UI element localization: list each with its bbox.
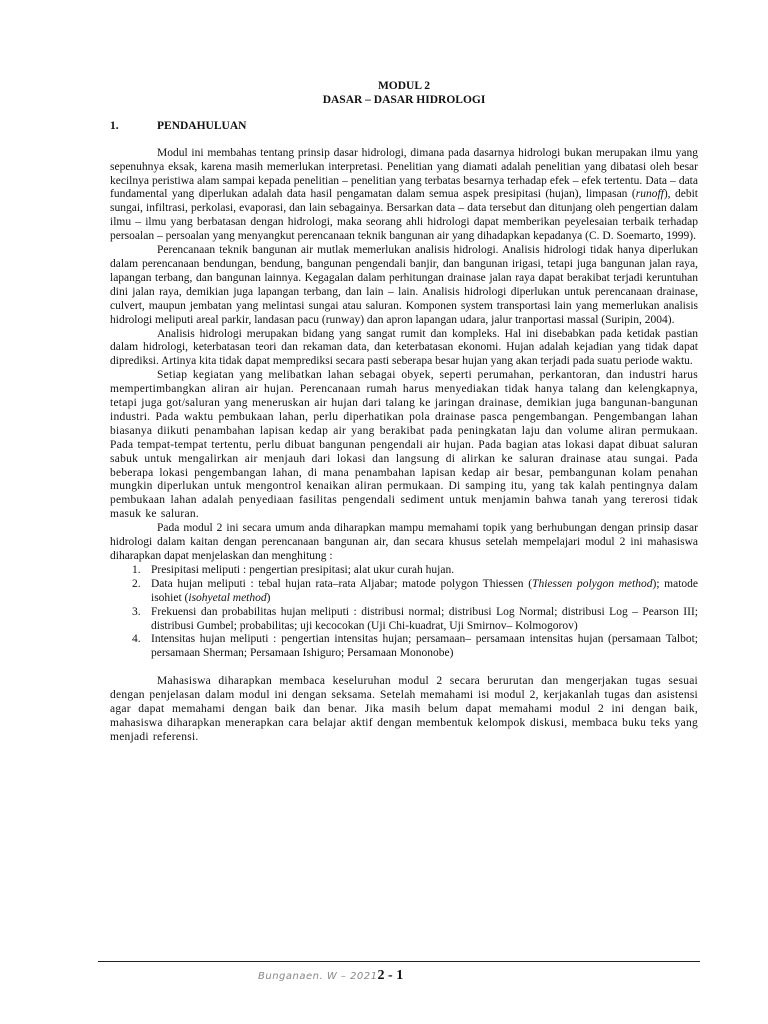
list-item-text: Frekuensi dan probabilitas hujan meliputi : distribusi normal; distribusi Log Normal; distribusi Log – Pearson III; distribusi Gumbel; probabilitas; uji kecocokan (Uji Chi-kuadrat, Uji Smirnov– Kolmogorov) xyxy=(151,605,698,632)
paragraph-objectives: Pada modul 2 ini secara umum anda diharapkan mampu memahami topik yang berhubungan dengan prinsip dasar hidrologi dalam kaitan dengan perencanaan bangunan air, dan secara khusus setelah mempelajari modul 2 ini mahasiswa diharapkan dapat menjelaskan dan menghitung : xyxy=(110,522,698,562)
list-item-italic: Thiessen polygon method xyxy=(532,577,653,590)
list-item-number: 2. xyxy=(132,577,141,590)
paragraph-land-development: Setiap kegiatan yang melibatkan lahan sebagai obyek, seperti perumahan, perkantoran, dan industri harus mempertimbangkan aliran air hujan. Perencanaan rumah harus menyediakan tidak hanya talang dan kelengkapnya, tetapi juga got/saluran yang meneruskan air hujan dari talang ke jaringan drainase, demikian juga bangunan-bangunan industri. Pada waktu pembukaan lahan, perlu diperhatikan pola drainase pasca pengembangan. Pengembangan lahan biasanya diikuti penambahan lapisan kedap air yang berakibat pada peningkatan laju dan volume aliran permukaan. Pada tempat-tempat tertentu, perlu dibuat bangunan pengendali air hujan. Pada bagian atas lokasi dapat dibuat saluran sabuk untuk mengalirkan air menjauh dari lokasi dan langsung di alirkan ke saluran drainase atau sungai. Pada beberapa lokasi pengembangan lahan, di mana penambahan lapisan kedap air besar, pembangunan kolam penahan mungkin diperlukan untuk mengontrol kenaikan aliran permukaan. Di samping itu, yang tak kalah pentingnya dalam pembukaan lahan adalah penyediaan fasilitas pengendali sediment untuk menjamin bahwa tanah yang tererosi tidak masuk ke saluran. xyxy=(110,369,698,521)
paragraph-closing: Mahasiswa diharapkan membaca keseluruhan modul 2 secara berurutan dan mengerjakan tugas sesuai dengan penjelasan dalam modul ini dengan seksama. Setelah memahami isi modul 2, kerjakanlah tugas dan asistensi agar dapat memahami dengan baik dan benar. Jika masih belum dapat memahami modul 2 ini dengan baik, mahasiswa diharapkan menerapkan cara belajar aktif dengan membentuk kelompok diskusi, membaca buku teks yang menjadi referensi. xyxy=(110,675,698,743)
footer-author: Bunganaen. W – 2021 xyxy=(258,971,378,982)
body-text xyxy=(110,80,698,745)
list-item-italic: isohyetal method xyxy=(188,591,267,604)
list-item-number: 3. xyxy=(132,605,141,618)
section-heading xyxy=(110,120,698,134)
list-item xyxy=(110,578,698,606)
section-title: PENDAHULUAN xyxy=(157,119,247,132)
module-title: MODUL 2 xyxy=(377,80,431,92)
list-item-number: 1. xyxy=(132,563,141,576)
list-item xyxy=(110,633,698,661)
list-item xyxy=(110,564,698,578)
paragraph-intro-part-2: ), debit sungai, infiltrasi, perkolasi, evaporasi, dan lain sebagainya. Bersarkan data – data tersebut dan ditunjang oleh pengertian dalam ilmu – ilmu yang berbatasan dengan hidrologi, maka seorang ahli hidrologi dapat memberikan peyelesaian terbaik terhadap persoalan – persoalan yang menyangkut perencanaan teknik bangunan air yang dihadapkan kepadanya (C. D. Soemarto, 1999). xyxy=(110,188,698,243)
paragraph-intro-part-1: Modul ini membahas tentang prinsip dasar hidrologi, dimana pada dasarnya hidrologi bukan merupakan ilmu yang sepenuhnya eksak, karena masih memerlukan interpretasi. Penelitian yang diamati adalah penelitian yang dibatasi oleh besar kecilnya peristiwa alam sampai kepada penelitian – penelitian yang terbatas besarnya terhadap efek – efek tertentu. Data – data fundamental yang diperlukan adalah data hasil pengamatan dalam semua aspek presipitasi (hujan), limpasan ( xyxy=(110,146,698,201)
list-item xyxy=(110,606,698,634)
module-subtitle: DASAR – DASAR HIDROLOGI xyxy=(322,93,486,106)
list-item-text: ) xyxy=(266,591,271,604)
list-item-text: Presipitasi meliputi : pengertian presipitasi; alat ukur curah hujan. xyxy=(151,563,455,576)
paragraph-intro xyxy=(110,147,698,244)
page-footer xyxy=(258,966,403,984)
section-number: 1. xyxy=(110,119,119,132)
spacer xyxy=(110,661,698,675)
paragraph-planning: Perencanaan teknik bangunan air mutlak memerlukan analisis hidrologi. Analisis hidrologi tidak hanya diperlukan dalam perencanaan bendungan, bendung, bangunan pengendali banjir, dan bangunan irigasi, tetapi juga bangunan jalan raya, lapangan terbang, dan bangunan lainnya. Kegagalan dalam perhitungan drainase jalan raya dapat berakibat terjadi keruntuhan dini jalan raya, demikian juga lapangan terbang, dan lain – lain. Analisis hidrologi diperlukan untuk perencanaan drainase, culvert, maupun jembatan yang melintasi sungai atau saluran. Komponen system transportasi lain yang memerlukan analisis hidrologi meliputi areal parkir, landasan pacu (runway) dan apron lapangan udara, jalur tranportasi massal (Suripin, 2004). xyxy=(110,244,698,326)
paragraph-analysis: Analisis hidrologi merupakan bidang yang sangat rumit dan kompleks. Hal ini disebabkan pada ketidak pastian dalam hidrologi, keterbatasan teori dan rekaman data, dan keterbatasan ekonomi. Hujan adalah kejadian yang tidak dapat diprediksi. Artinya kita tidak dapat memprediksi secara pasti seberapa besar hujan yang akan terjadi pada suatu periode waktu. xyxy=(110,327,698,368)
objectives-list xyxy=(110,564,698,661)
list-item-number: 4. xyxy=(132,633,141,646)
list-item-text: Intensitas hujan meliputi : pengertian intensitas hujan; persamaan– persamaan intensitas hujan (persamaan Talbot; persamaan Sherman; Persamaan Ishiguro; Persamaan Mononobe) xyxy=(151,633,698,660)
list-item-text: ); matode isohiet ( xyxy=(151,577,698,604)
paragraph-intro-runoff: runoff xyxy=(635,188,664,201)
list-item-text: Data hujan meliputi : tebal hujan rata–rata Aljabar; matode polygon Thiessen ( xyxy=(151,577,533,590)
page-number: 2 - 1 xyxy=(377,968,404,983)
footer-divider xyxy=(98,961,700,962)
